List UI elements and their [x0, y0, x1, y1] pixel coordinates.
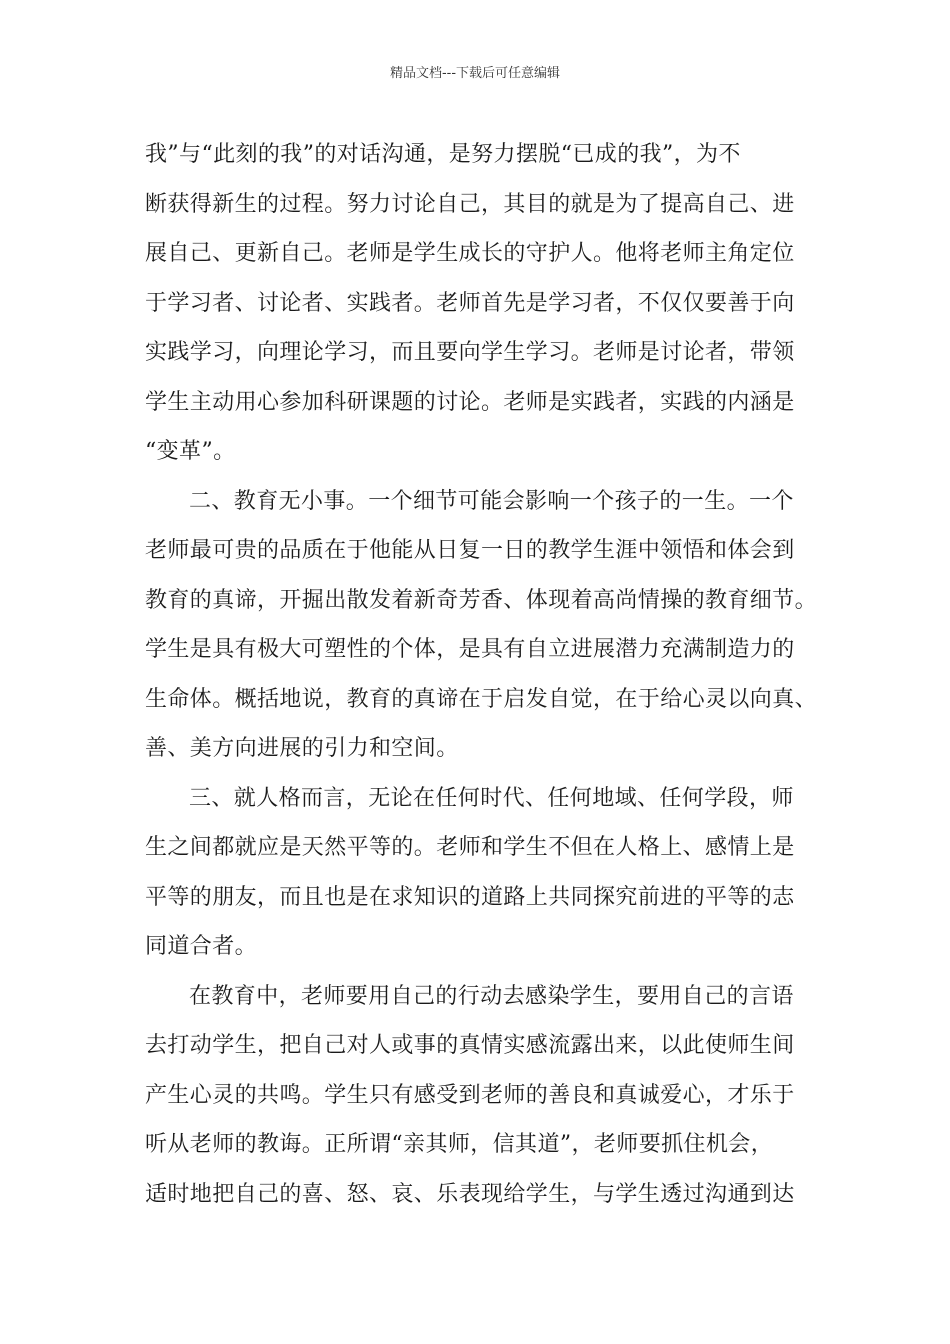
text-line: 老师最可贵的品质在于他能从日复一日的教学生涯中领悟和体会到: [145, 538, 795, 563]
text-line: 听从老师的教诲。正所谓“亲其师，信其道”，老师要抓住机会，: [145, 1132, 774, 1157]
paragraph-start-line: 二、教育无小事。一个细节可能会影响一个孩子的一生。一个: [189, 488, 794, 514]
text-line: 产生心灵的共鸣。学生只有感受到老师的善良和真诚爱心，才乐于: [145, 1082, 795, 1108]
text-line: 实践学习，向理论学习，而且要向学生学习。老师是讨论者，带领: [145, 340, 795, 365]
text-line: 学生是具有极大可塑性的个体，是具有自立进展潜力充满制造力的: [145, 637, 795, 662]
text-line: 于学习者、讨论者、实践者。老师首先是学习者，不仅仅要善于向: [145, 290, 795, 316]
page-header: 精品文档---下载后可任意编辑: [389, 66, 561, 81]
text-line: 生命体。概括地说，教育的真谛在于启发自觉，在于给心灵以向真、: [145, 686, 818, 712]
text-line: 教育的真谛，开掘出散发着新奇芳香、体现着高尚情操的教育细节。: [145, 587, 818, 613]
text-line: 同道合者。: [145, 934, 258, 959]
text-line: 去打动学生，把自己对人或事的真情实感流露出来，以此使师生间: [145, 1033, 795, 1058]
text-line: 我”与“此刻的我”的对话沟通，是努力摆脱“已成的我”，为不: [145, 142, 741, 167]
text-line: “变革”。: [145, 439, 236, 464]
paragraph-start-line: 在教育中，老师要用自己的行动去感染学生，要用自己的言语: [189, 983, 794, 1009]
text-line: 适时地把自己的喜、怒、哀、乐表现给学生，与学生透过沟通到达: [145, 1181, 795, 1207]
text-line: 善、美方向进展的引力和空间。: [145, 736, 459, 761]
text-line: 断获得新生的过程。努力讨论自己，其目的就是为了提高自己、进: [145, 191, 795, 217]
text-line: 平等的朋友，而且也是在求知识的道路上共同探究前进的平等的志: [145, 884, 795, 910]
text-line: 学生主动用心参加科研课题的讨论。老师是实践者，实践的内涵是: [145, 389, 795, 415]
document-body: [145, 130, 835, 1219]
text-line: 展自己、更新自己。老师是学生成长的守护人。他将老师主角定位: [145, 241, 795, 266]
paragraph-start-line: 三、就人格而言，无论在任何时代、任何地域、任何学段，师: [189, 785, 794, 811]
text-line: 生之间都就应是天然平等的。老师和学生不但在人格上、感情上是: [145, 835, 795, 860]
